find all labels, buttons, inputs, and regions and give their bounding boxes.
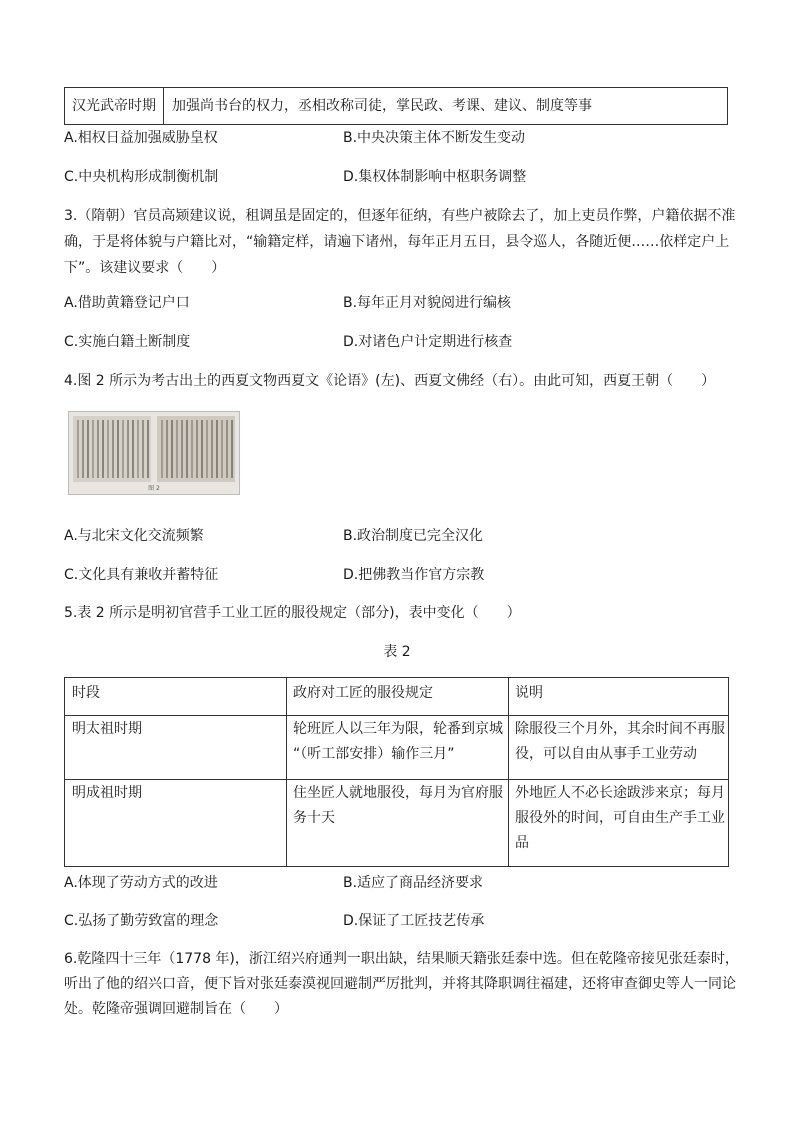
figure-text-column [102,420,104,478]
figure-text-column [97,420,99,478]
q2-table-content: 加强尚书台的权力，丞相改称司徒，掌民政、考课、建议、制度等事 [172,98,592,114]
figure-text-column [216,420,218,478]
figure-text-column [206,420,208,478]
table-row-2-note-line-1: 外地匠人不必长途跋涉来京；每月 [515,785,725,801]
table-divider [286,678,287,866]
figure-text-column [112,420,114,478]
figure-text-column [127,420,129,478]
table-row-2-rule-line-2: 务十天 [293,810,335,826]
q5-option-a[interactable]: A.体现了劳动方式的改进 [64,875,218,891]
q5-option-b[interactable]: B.适应了商品经济要求 [343,875,484,891]
figure-text-column [107,420,109,478]
figure-text-column [221,420,223,478]
table-header-rule: 政府对工匠的服役规定 [293,685,433,701]
table-row-1-note-line-2: 役，可以自由从事手工业劳动 [515,746,697,762]
figure-text-column [92,420,94,478]
q3-option-c[interactable]: C.实施白籍土断制度 [64,334,191,350]
figure-text-column [132,420,134,478]
figure-text-column [161,420,163,478]
q3-option-d[interactable]: D.对诸色户计定期进行核查 [343,334,513,350]
figure-text-column [122,420,124,478]
figure-text-column [87,420,89,478]
table-row-1-rule-line-1: 轮班匠人以三年为限，轮番到京城 [293,721,503,737]
figure-text-column [211,420,213,478]
figure-text-column [201,420,203,478]
figure-text-column [171,420,173,478]
q5-option-d[interactable]: D.保证了工匠技艺传承 [343,913,485,929]
q3-stem-line-1: 3.（隋朝）官员高颎建议说，租调虽是固定的，但逐年征纳，有些户被除去了，加上吏员作弊，户籍依据不准 [64,208,736,224]
figure-text-column [166,420,168,478]
q3-option-a[interactable]: A.借助黄籍登记户口 [64,295,190,311]
q4-option-c[interactable]: C.文化具有兼收并蓄特征 [64,567,219,583]
q4-figure-image [68,411,240,495]
table-divider [508,678,509,866]
table-divider [65,715,728,716]
table-header-period: 时段 [72,685,100,701]
q2-option-c[interactable]: C.中央机构形成制衡机制 [64,169,219,185]
q6-stem-line-2: 听出了他的绍兴口音，便下旨对张廷泰漠视回避制严厉批判，并将其降职调往福建，还将审查御史等人一同论 [64,976,736,992]
q2-option-d[interactable]: D.集权体制影响中枢职务调整 [343,169,527,185]
table-row-1-period: 明太祖时期 [72,721,142,737]
figure-text-column [117,420,119,478]
q4-option-b[interactable]: B.政治制度已完全汉化 [343,528,484,544]
q4-stem: 4.图 2 所示为考古出土的西夏文物西夏文《论语》(左)、西夏文佛经（右）。由此可知，西夏王朝（ ） [64,373,716,389]
q3-stem-line-2: 确，于是将体貌与户籍比对，“输籍定样，请遍下诸州，每年正月五日，县令巡人，各随近便……依样定户上 [64,234,730,250]
q5-table-title: 表 2 [383,644,411,660]
figure-text-column [82,420,84,478]
q5-stem: 5.表 2 所示是明初官营手工业工匠的服役规定（部分)，表中变化（ ） [64,605,521,621]
table-row-2-period: 明成祖时期 [72,785,142,801]
q5-option-c[interactable]: C.弘扬了勤劳致富的理念 [64,913,219,929]
q5-table [64,677,729,867]
table-row-1-rule-line-2: “（听工部安排）输作三月” [293,746,455,762]
figure-text-column [226,420,228,478]
q4-option-d[interactable]: D.把佛教当作官方宗教 [343,567,485,583]
q6-stem-line-3: 处。乾隆帝强调回避制旨在（ ） [64,1001,288,1017]
table-row-2-rule-line-1: 住坐匠人就地服役，每月为官府服 [293,785,503,801]
q2-option-b[interactable]: B.中央决策主体不断发生变动 [343,130,526,146]
q2-option-a[interactable]: A.相权日益加强威胁皇权 [64,130,218,146]
table-row-2-note-line-3: 品 [515,835,529,851]
figure-text-column [196,420,198,478]
figure-text-column [191,420,193,478]
figure-text-column [137,420,139,478]
figure-text-column [231,420,233,478]
figure-text-column [147,420,149,478]
q3-stem-line-3: 下”。该建议要求（ ） [64,260,226,276]
q2-table [64,87,728,125]
figure-text-column [176,420,178,478]
table-divider [65,779,728,780]
table-row-1-note-line-1: 除服役三个月外，其余时间不再服 [515,721,725,737]
figure-text-column [186,420,188,478]
figure-text-column [181,420,183,478]
figure-text-column [77,420,79,478]
q6-stem-line-1: 6.乾隆四十三年（1778 年)，浙江绍兴府通判一职出缺，结果顺天籍张廷泰中选。但在乾隆帝接见张廷泰时， [64,951,739,967]
figure-text-column [142,420,144,478]
q2-table-period: 汉光武帝时期 [72,98,156,114]
table-header-note: 说明 [515,685,543,701]
q4-figure-caption: 图 2 [148,485,160,492]
q3-option-b[interactable]: B.每年正月对貌阅进行编核 [343,295,512,311]
q4-option-a[interactable]: A.与北宋文化交流频繁 [64,528,204,544]
table-row-2-note-line-2: 服役外的时间，可自由生产手工业 [515,810,725,826]
